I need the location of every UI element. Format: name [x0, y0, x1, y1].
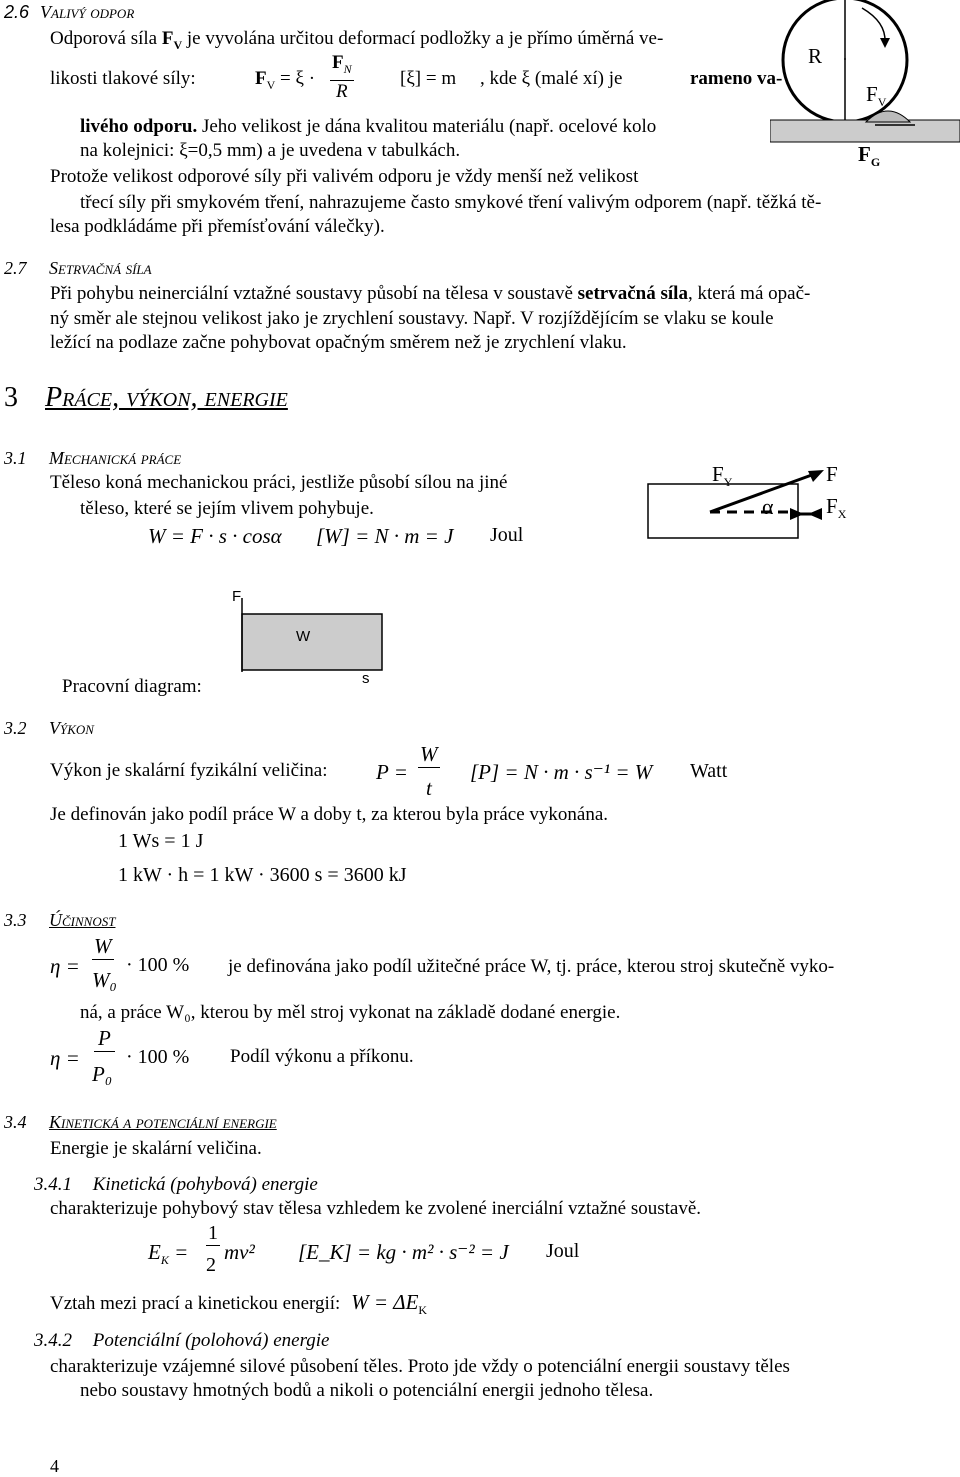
watt-label: Watt	[690, 760, 728, 782]
work-w-label: W	[296, 628, 311, 645]
chapter-3-heading: 3 Práce, výkon, energie	[4, 382, 288, 413]
s26-line6: třecí síly při smykovém tření, nahrazujeme často smykové tření valivým odporem (např. těžká tě-	[80, 192, 822, 213]
section-3-1-heading: 3.1 Mechanická práce	[4, 448, 182, 468]
s27-line3: ležící na podlaze začne pohybovat opačným směrem než je zrychlení vlaku.	[50, 332, 627, 353]
eta-pct: · 100 %	[126, 954, 190, 976]
eta2-num: P	[94, 1026, 115, 1052]
ek-rhs: mv²	[224, 1240, 255, 1264]
bold-term: rameno va-	[690, 68, 783, 89]
s26-line7: lesa podkládáme při přemísťování válečky).	[50, 216, 385, 237]
power-num: W	[420, 742, 438, 766]
section-3-2-heading: 3.2 Výkon	[4, 718, 94, 738]
section-3-4-heading: 3.4 Kinetická a potenciální energie	[4, 1112, 277, 1132]
ek-den: 2	[206, 1254, 216, 1276]
s34-line1: Energie je skalární veličina.	[50, 1138, 262, 1159]
ground	[770, 120, 960, 142]
section-3-3-heading: 3.3 Účinnost	[4, 910, 116, 930]
sub1-line1: charakterizuje pohybový stav tělesa vzhledem ke zvolené inerciální vztažné soustavě.	[50, 1198, 702, 1219]
work-area	[242, 614, 382, 670]
f-label: F	[826, 462, 838, 486]
fv-label: $F_V$	[866, 82, 887, 110]
alpha-label: α	[762, 494, 774, 519]
sub2-line2: nebo soustavy hmotných bodů a nikoli o potenciální energii jednoho tělesa.	[80, 1380, 654, 1401]
fx-head-left	[808, 508, 822, 520]
force-head	[808, 470, 824, 482]
sub1-line2: Vztah mezi prací a kinetickou energií: $W = \Delta E_K$	[50, 1290, 428, 1317]
text: je vyvolána určitou deformací podložky a je přímo úměrná ve-	[186, 28, 664, 49]
s27-line1: Při pohybu neinerciální vztažné soustavy působí na tělesa v soustavě setrvačná síla, která má opač-	[50, 283, 811, 304]
s26-line4: na kolejnici: ξ=0,5 mm) a je uvedena v tabulkách.	[80, 140, 461, 161]
sub-3-4-2-heading: 3.4.2 Potenciální (polohová) energie	[34, 1330, 330, 1351]
sub-3-4-1-heading: 3.4.1 Kinetická (pohybová) energie	[34, 1174, 318, 1195]
fx-label: $F_X$	[826, 494, 847, 522]
page-number: 4	[50, 1456, 59, 1476]
work-diagram-label: Pracovní diagram:	[62, 676, 202, 697]
sub2-line1: charakterizuje vzájemné silové působení těles. Proto jde vždy o potenciální energii soustavy těles	[50, 1356, 790, 1377]
section-2-6-heading	[4, 2, 134, 23]
s33-line3: Podíl výkonu a příkonu.	[230, 1046, 414, 1067]
work-s-axis: s	[362, 670, 370, 687]
s32-line1: Výkon je skalární fyzikální veličina:	[50, 760, 328, 781]
s26-line5: Protože velikost odporové síly při valivém odporu je vždy menší než velikost	[50, 166, 639, 187]
section-2-7-heading: 2.7 Setrvačná síla	[4, 258, 152, 278]
ek-unit: [E_K] = kg · m² · s⁻² = J	[298, 1240, 509, 1264]
s27-line2: ný směr ale stejnou velikost jako je zrychlení soustavy. Např. V rozjíždějícím se vlaku se koule	[50, 308, 774, 329]
work-unit: [W] = N · m = J	[316, 524, 454, 548]
eta-num: W	[94, 934, 112, 958]
eta-lhs: η =	[50, 954, 80, 978]
ek-num: 1	[208, 1222, 218, 1244]
eta2-pct: · 100 %	[126, 1046, 190, 1068]
ek-formula: $E_K$ =	[148, 1240, 189, 1268]
s33-line2: ná, a práce W₀, kterou by měl stroj vykonat na základě dodané energie.	[80, 1002, 621, 1023]
work-f-axis: F	[232, 588, 242, 605]
s32-eq2: 1 kW · h = 1 kW · 3600 s = 3600 kJ	[118, 864, 407, 886]
s33-line1: je definována jako podíl užitečné práce W, tj. práce, kterou stroj skutečně vyko-	[228, 956, 835, 977]
radius-label: R	[808, 44, 823, 68]
power-lhs: P =	[376, 760, 408, 784]
formula-fraction: $\frac{F_N}{R}$	[332, 52, 352, 102]
eta2-lhs: η =	[50, 1046, 80, 1070]
block	[648, 484, 798, 538]
power-den: t	[426, 776, 432, 800]
section-title: Valivý odpor	[40, 2, 135, 22]
s31-line2: těleso, které se jejím vlivem pohybuje.	[80, 498, 374, 519]
fy-label: $F_Y$	[712, 462, 733, 490]
eta-den: W₀	[92, 968, 117, 992]
work-formula: W = F · s · cosα	[148, 524, 282, 548]
section-number: 2.6	[4, 2, 30, 22]
fv-symbol: $F_V$	[161, 28, 183, 52]
s26-line1	[50, 28, 663, 53]
work-diagram	[238, 596, 398, 676]
joul-label: Joul	[490, 524, 524, 546]
text: , kde ξ (malé xí) je	[480, 68, 623, 89]
power-unit: [P] = N · m · s⁻¹ = W	[470, 760, 653, 784]
s32-eq1: 1 Ws = 1 J	[118, 830, 204, 852]
ek-joul: Joul	[546, 1240, 580, 1262]
unit: [ξ] = m	[400, 68, 457, 89]
s32-line2: Je definován jako podíl práce W a doby t, za kterou byla práce vykonána.	[50, 804, 609, 825]
fg-label: $F_G$	[858, 142, 881, 170]
text: likosti tlakové síly:	[50, 68, 196, 89]
eta2-den: P₀	[92, 1062, 113, 1086]
s26-line3: livého odporu. Jeho velikost je dána kvalitou materiálu (např. ocelové kolo	[80, 116, 657, 137]
formula: $F_V = \xi$ ·	[255, 68, 316, 92]
s31-line1: Těleso koná mechanickou práci, jestliže působí sílou na jiné	[50, 472, 508, 493]
text: Odporová síla	[50, 28, 158, 49]
